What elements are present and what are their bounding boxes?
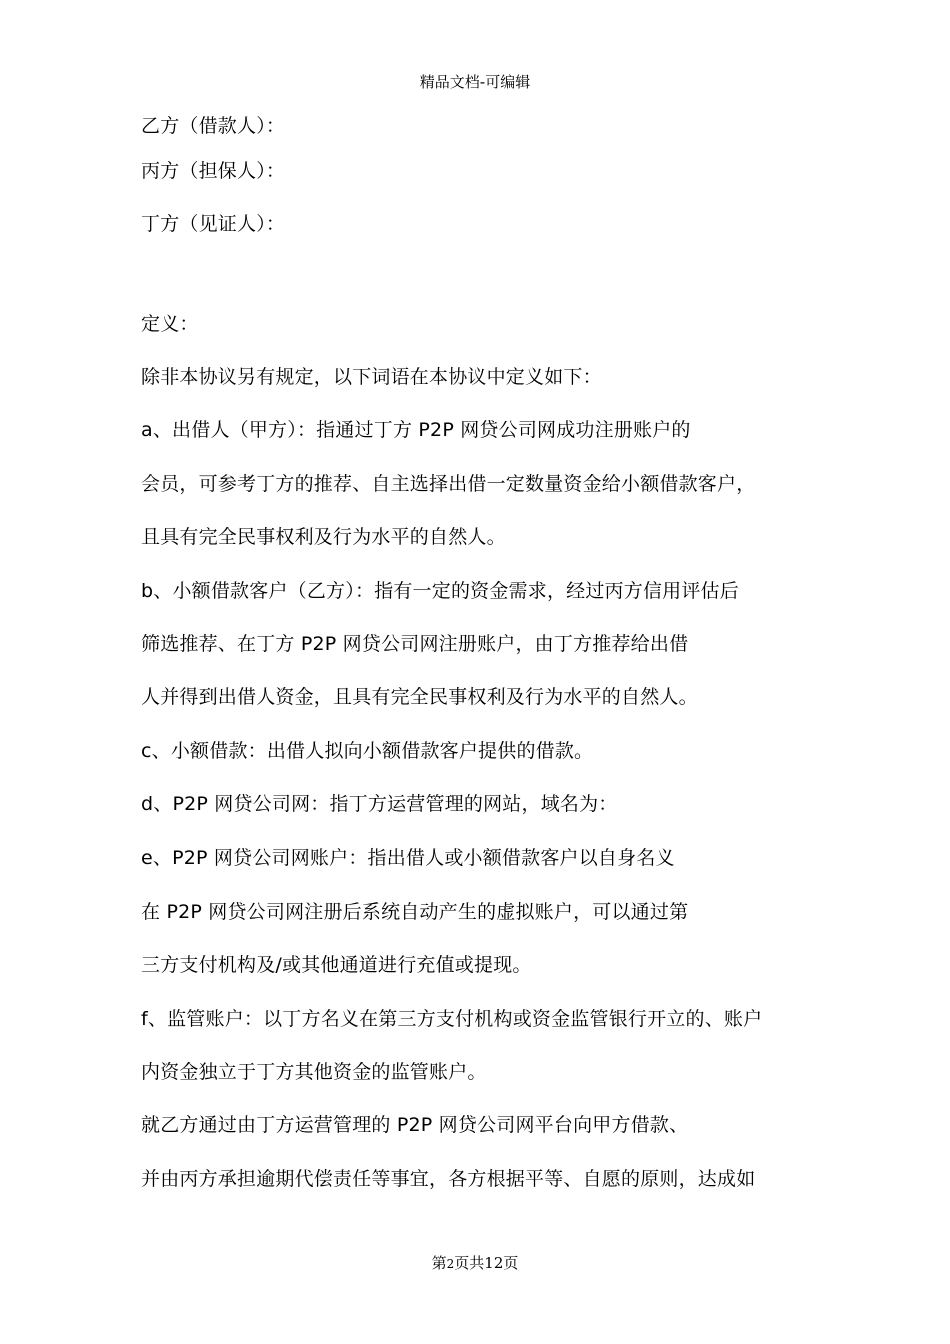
party-b-line: 乙方（借款人）： xyxy=(141,115,286,137)
definitions-heading: 定义： xyxy=(141,313,199,335)
page-footer xyxy=(0,1253,950,1274)
page-header: 精品文档-可编辑 xyxy=(419,73,531,91)
footer-middle: 页共 xyxy=(454,1254,485,1272)
agreement-intro-line-1: 就乙方通过由丁方运营管理的 P2P 网贷公司网平台向甲方借款、 xyxy=(141,1114,689,1136)
footer-total-pages: 12 xyxy=(484,1254,504,1272)
party-d-line: 丁方（见证人）： xyxy=(141,213,286,235)
definition-a-line-1: a、出借人（甲方）：指通过丁方 P2P 网贷公司网成功注册账户的 xyxy=(141,419,691,441)
footer-page-number: 2 xyxy=(446,1257,455,1271)
definition-a-line-2: 会员，可参考丁方的推荐、自主选择出借一定数量资金给小额借款客户， xyxy=(141,473,756,495)
definition-b-line-2: 筛选推荐、在丁方 P2P 网贷公司网注册账户，由丁方推荐给出借 xyxy=(141,633,689,655)
footer-suffix: 页 xyxy=(503,1254,519,1272)
footer-prefix: 第 xyxy=(431,1254,447,1272)
party-c-line: 丙方（担保人）： xyxy=(141,160,286,182)
definition-f-line-2: 内资金独立于丁方其他资金的监管账户。 xyxy=(141,1061,487,1083)
definition-e-line-3: 三方支付机构及/或其他通道进行充值或提现。 xyxy=(141,954,532,976)
definition-e-line-1: e、P2P 网贷公司网账户：指出借人或小额借款客户以自身名义 xyxy=(141,847,675,869)
definitions-intro: 除非本协议另有规定，以下词语在本协议中定义如下： xyxy=(141,366,602,388)
definition-a-line-3: 且具有完全民事权利及行为水平的自然人。 xyxy=(141,526,506,548)
definition-b-line-3: 人并得到出借人资金，且具有完全民事权利及行为水平的自然人。 xyxy=(141,686,698,708)
definition-d-line: d、P2P 网贷公司网：指丁方运营管理的网站，域名为： xyxy=(141,793,618,815)
definition-c-line: c、小额借款：出借人拟向小额借款客户提供的借款。 xyxy=(141,740,594,762)
definition-e-line-2: 在 P2P 网贷公司网注册后系统自动产生的虚拟账户，可以通过第 xyxy=(141,901,689,923)
definition-b-line-1: b、小额借款客户（乙方）：指有一定的资金需求，经过丙方信用评估后 xyxy=(141,580,739,602)
agreement-intro-line-2: 并由丙方承担逾期代偿责任等事宜，各方根据平等、自愿的原则，达成如 xyxy=(141,1168,756,1190)
definition-f-line-1: f、监管账户：以丁方名义在第三方支付机构或资金监管银行开立的、账户 xyxy=(141,1008,763,1030)
